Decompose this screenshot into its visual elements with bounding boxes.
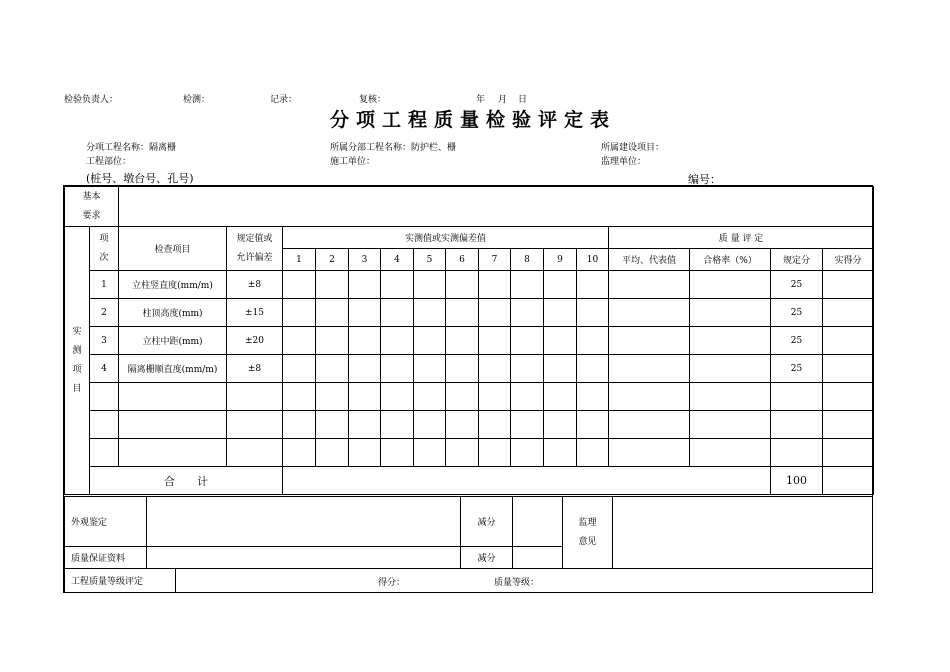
measure-num: 1	[283, 249, 316, 271]
measured-items-label: 实 测 项 目	[65, 227, 90, 495]
signoff-record: 记录：	[270, 95, 298, 105]
table-outer-border	[63, 185, 873, 593]
measure-num: 4	[381, 249, 414, 271]
col-score-header: 规定分	[771, 249, 823, 271]
score-label: 得分：	[378, 578, 406, 588]
signoff-month: 月	[498, 95, 508, 105]
row-item: 立柱竖直度(mm/m)	[119, 271, 227, 299]
row-score: 25	[771, 355, 823, 383]
supervisor-unit: 监理单位：	[601, 157, 647, 167]
appearance-label: 外观鉴定	[65, 497, 147, 547]
appearance-deduct-label: 减分	[461, 497, 513, 547]
measure-num: 7	[479, 249, 511, 271]
measure-num: 3	[349, 249, 381, 271]
col-quality-header: 质 量 评 定	[609, 227, 874, 249]
signoff-year: 年	[476, 95, 486, 105]
measure-num: 9	[544, 249, 577, 271]
measure-num: 2	[316, 249, 349, 271]
construction-project: 所属建设项目：	[601, 143, 665, 153]
part-project-name: 所属分部工程名称：防护栏、栅	[330, 143, 457, 153]
col-pass-header: 合格率（%）	[690, 249, 771, 271]
row-seq: 3	[90, 327, 119, 355]
signoff-review: 复核：	[359, 95, 387, 105]
col-actual-header: 实得分	[823, 249, 874, 271]
col-measured-header: 实测值或实测偏差值	[283, 227, 609, 249]
measure-num: 10	[577, 249, 609, 271]
signoff-day: 日	[518, 95, 528, 105]
pile-note: (桩号、墩台号、孔号)	[86, 172, 194, 185]
total-score: 100	[771, 467, 823, 495]
row-score: 25	[771, 299, 823, 327]
col-item-header: 检查项目	[119, 227, 227, 271]
measure-num: 5	[414, 249, 446, 271]
row-spec: ±15	[227, 299, 283, 327]
quality-docs-deduct-label: 减分	[461, 547, 513, 569]
page-title: 分项工程质量检验评定表	[330, 109, 617, 131]
basic-requirements-label: 基本 要求	[65, 187, 119, 227]
row-score: 25	[771, 327, 823, 355]
col-seq-header: 项 次	[90, 227, 119, 271]
row-score: 25	[771, 271, 823, 299]
signoff-testing: 检测：	[183, 95, 211, 105]
total-label: 合 计	[90, 467, 283, 495]
subitem-name: 分项工程名称：隔离栅	[86, 143, 177, 153]
supervision-label: 监理 意见	[563, 497, 613, 569]
contractor-unit: 施工单位：	[330, 157, 376, 167]
row-spec: ±8	[227, 355, 283, 383]
grade-label: 质量等级：	[494, 578, 540, 588]
grade-eval-label: 工程质量等级评定	[65, 569, 176, 593]
signoff-inspector-lead: 检验负责人：	[64, 95, 119, 105]
row-item: 立柱中距(mm)	[119, 327, 227, 355]
measure-num: 6	[446, 249, 479, 271]
row-item: 柱顶高度(mm)	[119, 299, 227, 327]
row-seq: 4	[90, 355, 119, 383]
serial-number: 编号：	[688, 173, 721, 186]
row-spec: ±20	[227, 327, 283, 355]
row-spec: ±8	[227, 271, 283, 299]
col-spec-header: 规定值或 允许偏差	[227, 227, 283, 271]
measure-num: 8	[511, 249, 544, 271]
row-seq: 2	[90, 299, 119, 327]
row-seq: 1	[90, 271, 119, 299]
quality-docs-label: 质量保证资料	[65, 547, 147, 569]
project-location: 工程部位：	[86, 157, 132, 167]
col-avg-header: 平均、代表值	[609, 249, 690, 271]
row-item: 隔离栅顺直度(mm/m)	[119, 355, 227, 383]
